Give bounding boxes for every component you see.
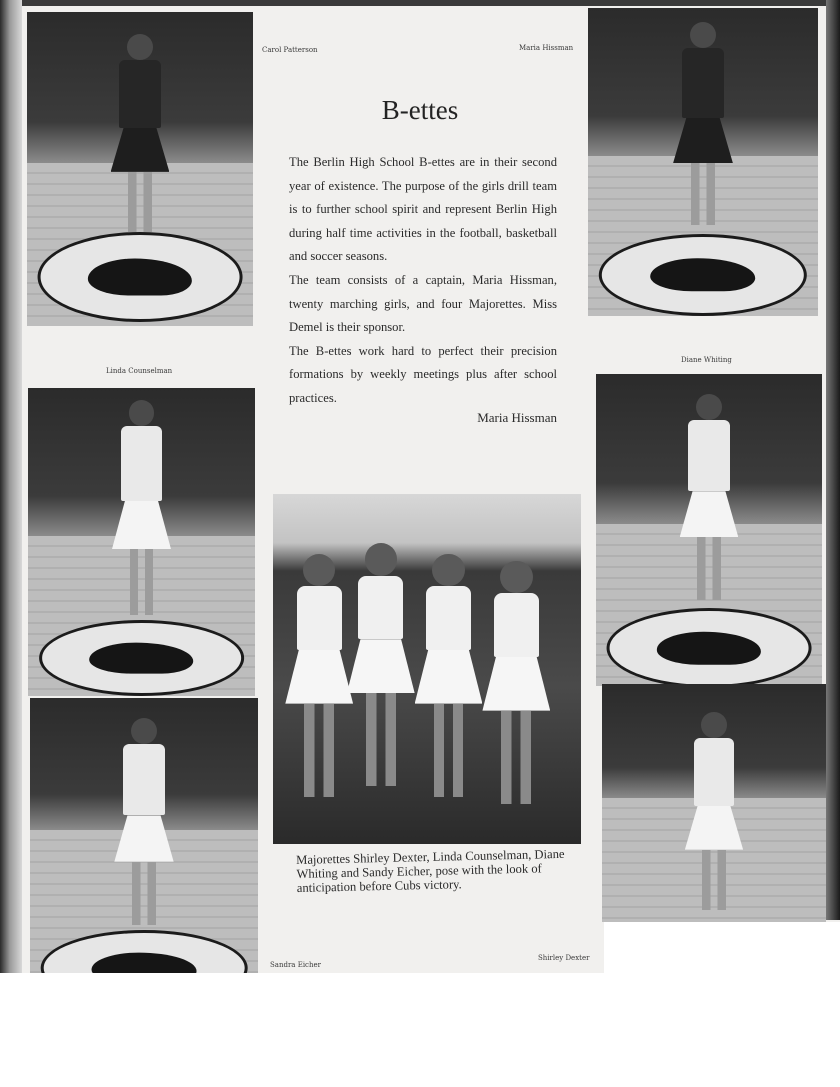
photo-diane-whiting xyxy=(596,374,822,686)
photo-shirley-dexter xyxy=(602,684,826,922)
article-paragraph: The B-ettes work hard to perfect their precision formations by weekly meetings plus after school practices. xyxy=(289,343,557,405)
photo-linda-counselman xyxy=(28,388,255,696)
bear-logo-icon xyxy=(657,632,760,665)
caption-diane-whiting: Diane Whiting xyxy=(681,356,732,364)
photo-carol-patterson xyxy=(27,12,253,326)
majorette-figure xyxy=(347,543,415,788)
bear-logo-icon xyxy=(92,953,196,973)
majorette-figure xyxy=(114,718,173,928)
majorette-figure xyxy=(285,554,353,799)
article-signature: Maria Hissman xyxy=(477,410,557,425)
caption-linda-counselman: Linda Counselman xyxy=(106,367,173,375)
page-title: B-ettes xyxy=(381,95,459,125)
article-body xyxy=(289,151,557,411)
majorette-figure xyxy=(685,712,743,912)
article-paragraph: The Berlin High School B-ettes are in their second year of existence. The purpose of the girls drill team is to further school spirit and represent Berlin High during half time activities in the football, basketball and soccer seasons. xyxy=(289,155,557,264)
page-right-edge xyxy=(826,0,840,920)
blank-corner xyxy=(604,922,840,974)
drill-girl-figure xyxy=(111,34,170,234)
page-top-edge xyxy=(0,0,840,6)
photo-majorettes-group xyxy=(273,494,581,844)
photo-sandra-eicher xyxy=(30,698,258,973)
article-paragraph: The team consists of a captain, Maria Hissman, twenty marching girls, and four Majorettes. Miss Demel is their sponsor. xyxy=(289,272,557,335)
court-center-circle xyxy=(39,620,245,696)
bear-logo-icon xyxy=(90,643,194,674)
bear-logo-icon xyxy=(88,259,191,296)
caption-sandra-eicher: Sandra Eicher xyxy=(270,961,321,969)
court-center-circle xyxy=(599,234,807,316)
photo-maria-hissman xyxy=(588,8,818,316)
majorette-figure xyxy=(112,400,171,620)
group-photo-caption: Majorettes Shirley Dexter, Linda Counselman, Diane Whiting and Sandy Eicher, pose with the look of anticipation before Cubs victory. xyxy=(296,846,565,895)
court-center-circle xyxy=(607,608,812,686)
caption-carol-patterson: Carol Patterson xyxy=(262,46,318,54)
caption-shirley-dexter: Shirley Dexter xyxy=(538,954,590,962)
court-center-circle xyxy=(38,232,243,322)
majorette-figure xyxy=(680,394,739,604)
book-spine-shadow xyxy=(0,0,22,973)
bear-logo-icon xyxy=(650,258,755,291)
caption-maria-hissman: Maria Hissman xyxy=(519,44,574,52)
majorette-figure xyxy=(482,561,550,806)
drill-girl-figure xyxy=(673,22,733,227)
majorette-figure xyxy=(415,554,483,799)
